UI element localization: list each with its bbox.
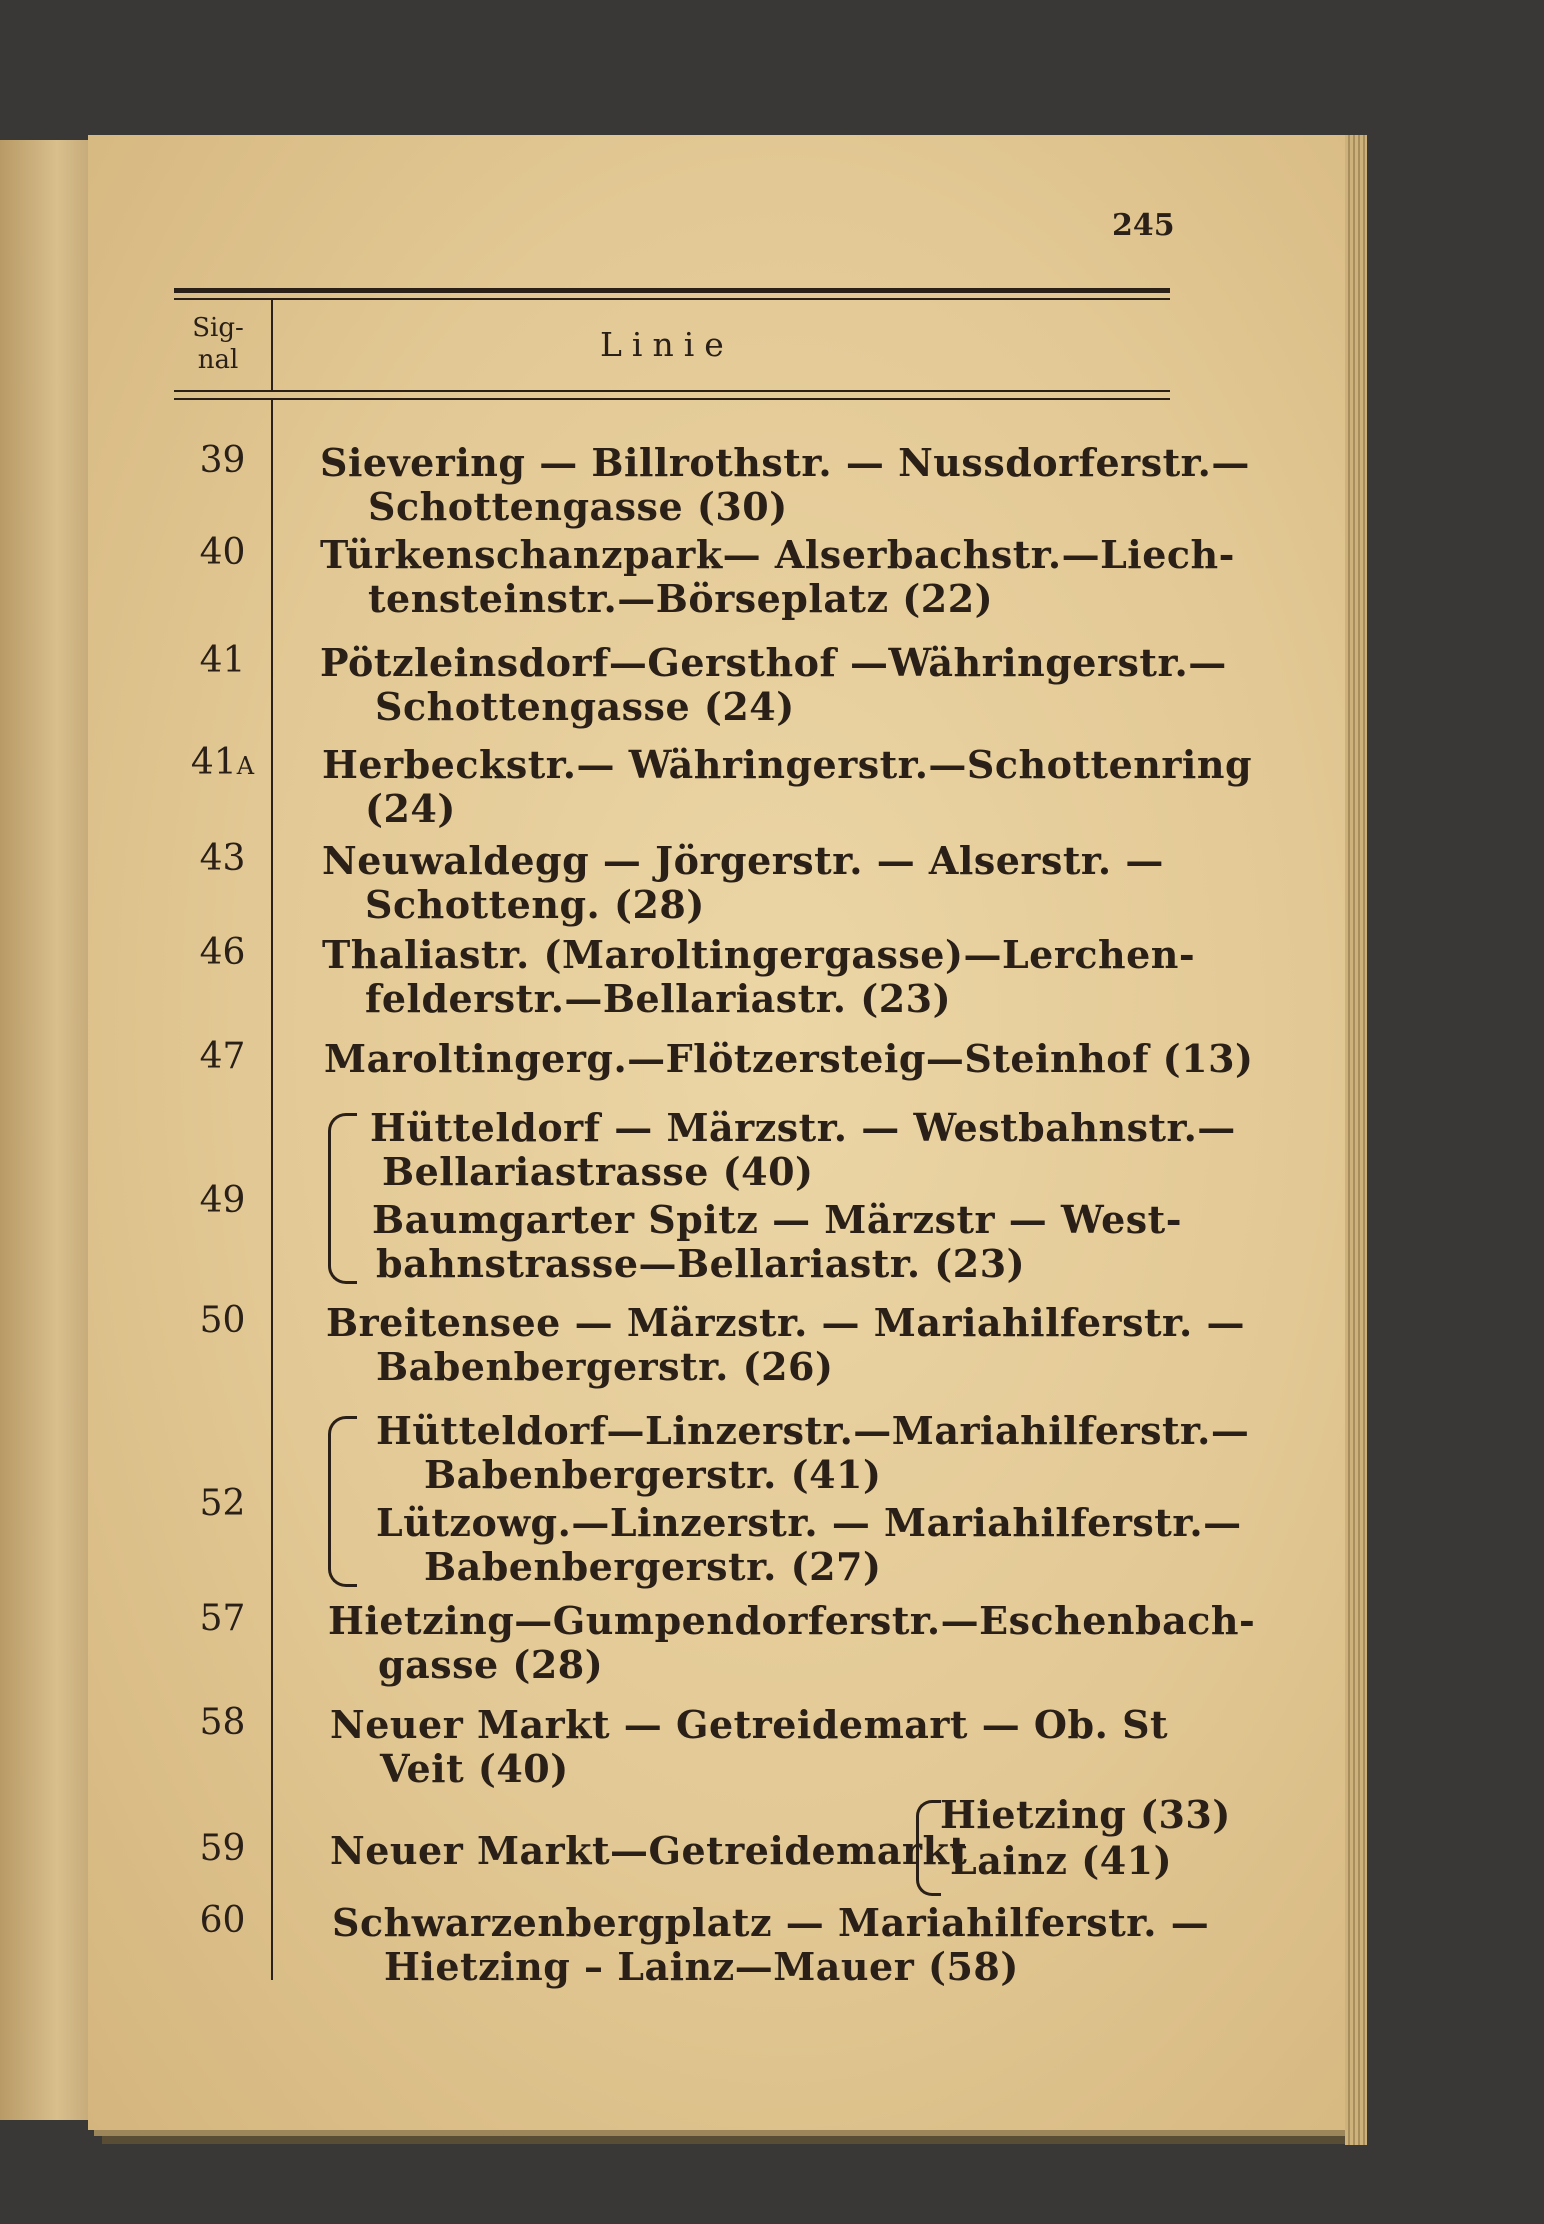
- route-line: Pötzleinsdorf—Gersthof —Währingerstr.—: [320, 640, 1227, 685]
- route-line-continued: tensteinstr.—Börseplatz (22): [368, 576, 994, 621]
- route-line-continued: Schottengasse (24): [375, 684, 795, 729]
- header-rule-bottom: [174, 390, 1170, 392]
- route-line: Herbeckstr.— Währingerstr.—Schottenring: [322, 742, 1253, 787]
- route-line-continued: (24): [365, 786, 456, 831]
- route-line: Neuer Markt — Getreidemart — Ob. St: [330, 1702, 1169, 1747]
- branch-brace: [916, 1800, 941, 1896]
- route-line-variant-2: Lützowg.—Linzerstr. — Mariahilferstr.—: [376, 1500, 1242, 1545]
- route-line: Neuwaldegg — Jörgerstr. — Alserstr. —: [322, 838, 1164, 883]
- signal-number: 50: [199, 1300, 246, 1341]
- route-line: Neuer Markt—Getreidemarkt: [330, 1828, 968, 1873]
- route-line-continued: gasse (28): [378, 1642, 604, 1687]
- variant-brace: [328, 1416, 357, 1587]
- route-line-variant-2: Baumgarter Spitz — Märzstr — West-: [372, 1197, 1182, 1242]
- page-stack-edge: [1345, 135, 1367, 2145]
- signal-number: 58: [199, 1702, 246, 1743]
- route-line-variant-1-continued: Bellariastrasse (40): [382, 1149, 814, 1194]
- route-line: Sievering — Billrothstr. — Nussdorferstr.—: [320, 440, 1250, 485]
- route-line-continued: felderstr.—Bellariastr. (23): [365, 976, 952, 1021]
- signal-number: 39: [199, 440, 246, 481]
- header-column-divider: [271, 300, 273, 392]
- header-rule-thin: [174, 298, 1170, 300]
- signal-number: 57: [199, 1598, 246, 1639]
- route-line-continued: Veit (40): [380, 1746, 569, 1791]
- signal-number: 41A: [190, 742, 255, 783]
- signal-number: 46: [199, 932, 246, 973]
- route-line-variant-1: Hütteldorf — Märzstr. — Westbahnstr.—: [370, 1105, 1236, 1150]
- route-line: Türkenschanzpark— Alserbachstr.—Liech-: [320, 532, 1235, 577]
- route-line-variant-2-continued: bahnstrasse—Bellariastr. (23): [376, 1241, 1026, 1286]
- variant-brace: [328, 1113, 357, 1284]
- signal-number: 40: [199, 532, 246, 573]
- column-header-signal: Sig- nal: [192, 313, 244, 375]
- signal-number: 49: [199, 1180, 246, 1221]
- route-line-continued: Schotteng. (28): [365, 882, 705, 927]
- signal-number: 52: [199, 1483, 246, 1524]
- route-line-variant-2-continued: Babenbergerstr. (27): [424, 1544, 882, 1589]
- signal-number: 47: [199, 1036, 246, 1077]
- column-divider: [271, 400, 273, 1980]
- header-rule-bottom-2: [174, 398, 1170, 400]
- signal-number: 41: [199, 640, 246, 681]
- route-line-continued: Babenbergerstr. (26): [376, 1344, 834, 1389]
- route-line-continued: Hietzing – Lainz—Mauer (58): [384, 1944, 1019, 1989]
- signal-number: 60: [199, 1900, 246, 1941]
- route-line: Breitensee — Märzstr. — Mariahilferstr. —: [326, 1300, 1246, 1345]
- page-number: 245: [1112, 208, 1175, 243]
- route-line: Hietzing—Gumpendorferstr.—Eschenbach-: [328, 1598, 1256, 1643]
- route-line: Schwarzenbergplatz — Mariahilferstr. —: [332, 1900, 1210, 1945]
- column-header-linie: Linie: [600, 325, 734, 364]
- route-line-variant-1-continued: Babenbergerstr. (41): [424, 1452, 882, 1497]
- header-rule-thick: [174, 288, 1170, 293]
- signal-number: 43: [199, 838, 246, 879]
- route-line: Maroltingerg.—Flötzersteig—Steinhof (13): [324, 1036, 1254, 1081]
- previous-page-edge: [0, 140, 97, 2120]
- route-branch-2: Lainz (41): [950, 1838, 1173, 1883]
- route-line-variant-1: Hütteldorf—Linzerstr.—Mariahilferstr.—: [376, 1408, 1250, 1453]
- route-line-continued: Schottengasse (30): [368, 484, 788, 529]
- signal-number: 59: [199, 1828, 246, 1869]
- route-branch-1: Hietzing (33): [940, 1792, 1231, 1837]
- route-line: Thaliastr. (Maroltingergasse)—Lerchen-: [322, 932, 1196, 977]
